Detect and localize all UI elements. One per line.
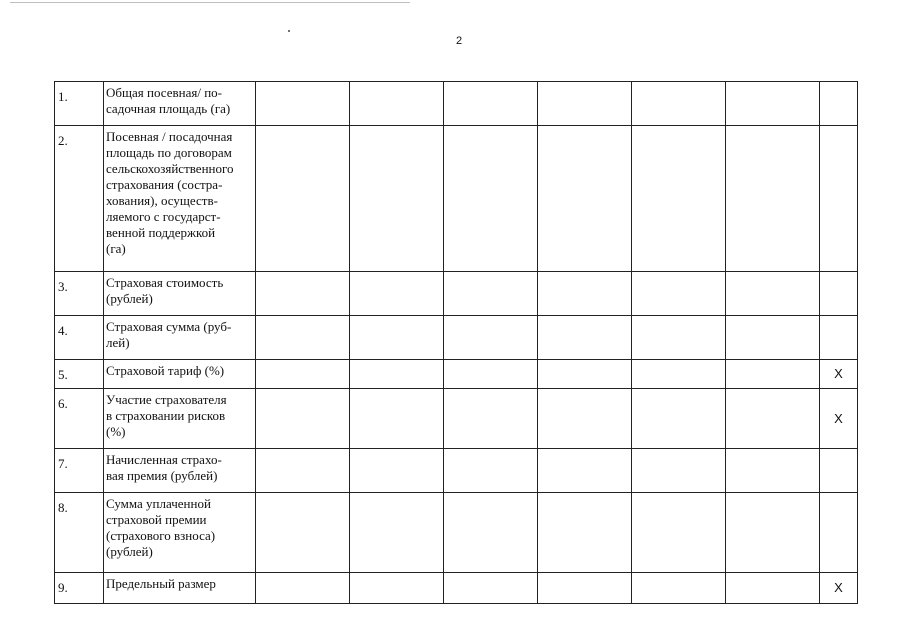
row-label-line: (%) [106, 424, 126, 439]
row-label-line: в страховании рисков [106, 408, 226, 423]
x-mark-cell: X [820, 573, 858, 604]
table-row [55, 272, 858, 316]
x-mark-cell [820, 82, 858, 126]
insurance-data-table [54, 81, 858, 604]
empty-value-cell [444, 272, 538, 316]
empty-value-cell [726, 360, 820, 389]
table-row [55, 126, 858, 272]
empty-value-cell [256, 493, 350, 573]
row-label-line: Общая посевная/ по- [106, 85, 222, 100]
empty-value-cell [444, 126, 538, 272]
row-number-cell: 5. [55, 360, 104, 389]
empty-value-cell [538, 573, 632, 604]
row-label-line: страхования (состра- [106, 177, 223, 192]
empty-value-cell [350, 82, 444, 126]
empty-value-cell [538, 360, 632, 389]
row-label-cell [104, 573, 256, 604]
row-number-cell: 3. [55, 272, 104, 316]
empty-value-cell [538, 126, 632, 272]
table-row [55, 360, 858, 389]
empty-value-cell [726, 493, 820, 573]
row-label-line: лей) [106, 335, 130, 350]
row-label-line: ляемого с государст- [106, 209, 221, 224]
row-label-cell [104, 449, 256, 493]
empty-value-cell [350, 493, 444, 573]
empty-value-cell [632, 449, 726, 493]
empty-value-cell [256, 272, 350, 316]
empty-value-cell [632, 316, 726, 360]
row-label-line: венной поддержкой [106, 225, 216, 240]
row-label-cell [104, 126, 256, 272]
table-row [55, 316, 858, 360]
row-label-cell [104, 272, 256, 316]
row-label-line: Страховая стоимость [106, 275, 224, 290]
empty-value-cell [350, 573, 444, 604]
page-number: 2 [455, 35, 463, 47]
table-row [55, 82, 858, 126]
empty-value-cell [350, 272, 444, 316]
scan-speck [288, 30, 290, 32]
row-label-line: Начисленная страхо- [106, 452, 222, 467]
empty-value-cell [538, 82, 632, 126]
empty-value-cell [726, 126, 820, 272]
row-label-line: (га) [106, 241, 126, 256]
row-label-line: Предельный размер [106, 576, 216, 591]
table-row [55, 493, 858, 573]
empty-value-cell [538, 493, 632, 573]
empty-value-cell [256, 449, 350, 493]
row-number-cell: 1. [55, 82, 104, 126]
row-number-cell: 8. [55, 493, 104, 573]
row-label-cell [104, 316, 256, 360]
empty-value-cell [538, 449, 632, 493]
empty-value-cell [632, 126, 726, 272]
scan-artifact-line [10, 2, 410, 3]
row-label-line: Сумма уплаченной [106, 496, 211, 511]
row-label-cell [104, 493, 256, 573]
empty-value-cell [444, 389, 538, 449]
empty-value-cell [632, 82, 726, 126]
empty-value-cell [256, 82, 350, 126]
empty-value-cell [726, 389, 820, 449]
empty-value-cell [444, 360, 538, 389]
row-label-line: садочная площадь (га) [106, 101, 231, 116]
empty-value-cell [444, 316, 538, 360]
row-number-cell: 9. [55, 573, 104, 604]
row-label-line: Посевная / посадочная [106, 129, 233, 144]
row-label-cell [104, 389, 256, 449]
empty-value-cell [444, 449, 538, 493]
row-label-line: страховой премии [106, 512, 207, 527]
empty-value-cell [538, 272, 632, 316]
empty-value-cell [726, 573, 820, 604]
table-row [55, 573, 858, 604]
row-label-line: (рублей) [106, 544, 153, 559]
table-body [55, 82, 858, 604]
x-mark-cell: X [820, 360, 858, 389]
empty-value-cell [350, 126, 444, 272]
row-label-line: Страховой тариф (%) [106, 363, 225, 378]
row-number-cell: 4. [55, 316, 104, 360]
empty-value-cell [632, 360, 726, 389]
row-label-cell [104, 360, 256, 389]
empty-value-cell [444, 493, 538, 573]
row-label-line: площадь по договорам [106, 145, 232, 160]
row-number-cell: 6. [55, 389, 104, 449]
row-number-cell: 7. [55, 449, 104, 493]
empty-value-cell [256, 126, 350, 272]
empty-value-cell [350, 449, 444, 493]
row-label-line: хования), осуществ- [106, 193, 218, 208]
row-number-cell: 2. [55, 126, 104, 272]
row-label-line: сельскохозяйственного [106, 161, 234, 176]
empty-value-cell [256, 360, 350, 389]
table-row [55, 449, 858, 493]
x-mark-cell [820, 272, 858, 316]
empty-value-cell [256, 389, 350, 449]
empty-value-cell [632, 493, 726, 573]
row-label-line: Страховая сумма (руб- [106, 319, 232, 334]
x-mark-cell: X [820, 389, 858, 449]
empty-value-cell [256, 573, 350, 604]
empty-value-cell [726, 82, 820, 126]
empty-value-cell [350, 316, 444, 360]
row-label-cell [104, 82, 256, 126]
x-mark-cell [820, 449, 858, 493]
table-row [55, 389, 858, 449]
empty-value-cell [632, 573, 726, 604]
empty-value-cell [726, 272, 820, 316]
x-mark-cell [820, 493, 858, 573]
empty-value-cell [538, 316, 632, 360]
x-mark-cell [820, 126, 858, 272]
empty-value-cell [726, 449, 820, 493]
empty-value-cell [538, 389, 632, 449]
row-label-line: (страхового взноса) [106, 528, 216, 543]
empty-value-cell [350, 360, 444, 389]
x-mark-cell [820, 316, 858, 360]
empty-value-cell [256, 316, 350, 360]
empty-value-cell [632, 389, 726, 449]
row-label-line: Участие страхователя [106, 392, 227, 407]
row-label-line: вая премия (рублей) [106, 468, 218, 483]
empty-value-cell [350, 389, 444, 449]
empty-value-cell [444, 573, 538, 604]
empty-value-cell [726, 316, 820, 360]
empty-value-cell [444, 82, 538, 126]
row-label-line: (рублей) [106, 291, 153, 306]
empty-value-cell [632, 272, 726, 316]
